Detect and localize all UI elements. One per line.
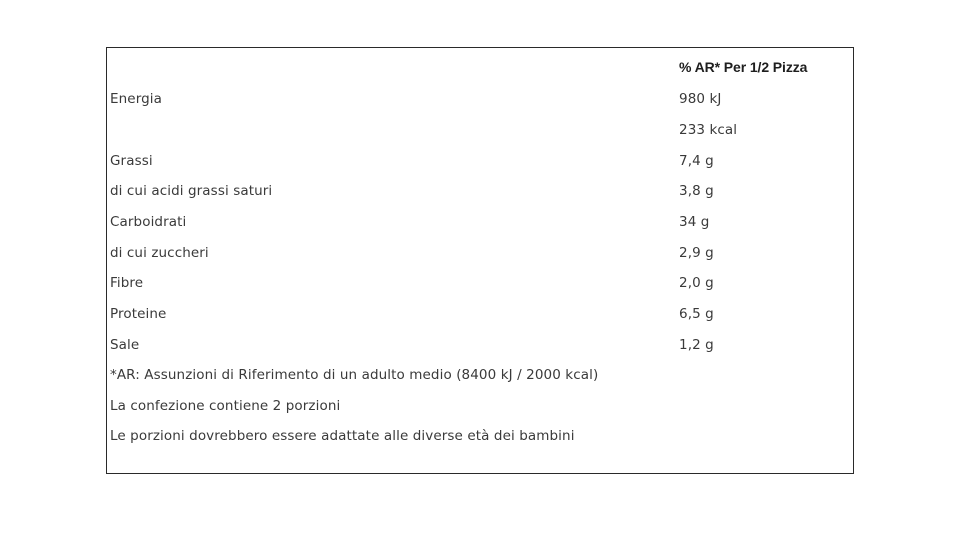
table-row (110, 237, 850, 268)
portions-count-note: La confezione contiene 2 porzioni (110, 397, 341, 414)
nutrient-name: Sale (110, 336, 140, 353)
nutrient-value: 34 g (679, 214, 710, 231)
reference-intake-footnote: *AR: Assunzioni di Riferimento di un adulto medio (8400 kJ / 2000 kcal) (110, 367, 599, 384)
table-row (110, 176, 850, 207)
nutrient-value: 6,5 g (679, 306, 714, 323)
nutrient-value: 980 kJ (679, 91, 722, 108)
nutrient-value: 2,0 g (679, 275, 714, 292)
table-row (110, 299, 850, 330)
nutrient-name: Energia (110, 91, 162, 108)
nutrition-table (110, 48, 850, 452)
nutrient-name: Proteine (110, 306, 167, 323)
table-row (110, 207, 850, 238)
nutrient-value: 2,9 g (679, 244, 714, 261)
footnote-row (110, 421, 850, 452)
nutrient-value: 1,2 g (679, 336, 714, 353)
header-nutrient-label (110, 48, 679, 84)
table-row (110, 330, 850, 361)
nutrient-name: di cui zuccheri (110, 244, 209, 261)
footnote-row (110, 390, 850, 421)
nutrition-table-container (106, 47, 854, 474)
nutrient-value: 3,8 g (679, 183, 714, 200)
nutrient-name (110, 115, 679, 146)
nutrient-name: Carboidrati (110, 214, 187, 231)
nutrient-name: di cui acidi grassi saturi (110, 183, 273, 200)
portions-children-note: Le porzioni dovrebbero essere adattate alle diverse età dei bambini (110, 428, 575, 445)
nutrient-name: Fibre (110, 275, 144, 292)
table-row (110, 84, 850, 115)
table-row (110, 145, 850, 176)
nutrient-value: 7,4 g (679, 152, 714, 169)
table-row (110, 115, 850, 146)
header-per-portion-label: % AR* Per 1/2 Pizza (679, 59, 808, 75)
footnote-row (110, 360, 850, 390)
nutrient-name: Grassi (110, 152, 153, 169)
nutrient-value: 233 kcal (679, 122, 738, 139)
table-row (110, 268, 850, 299)
table-header-row (110, 48, 850, 84)
